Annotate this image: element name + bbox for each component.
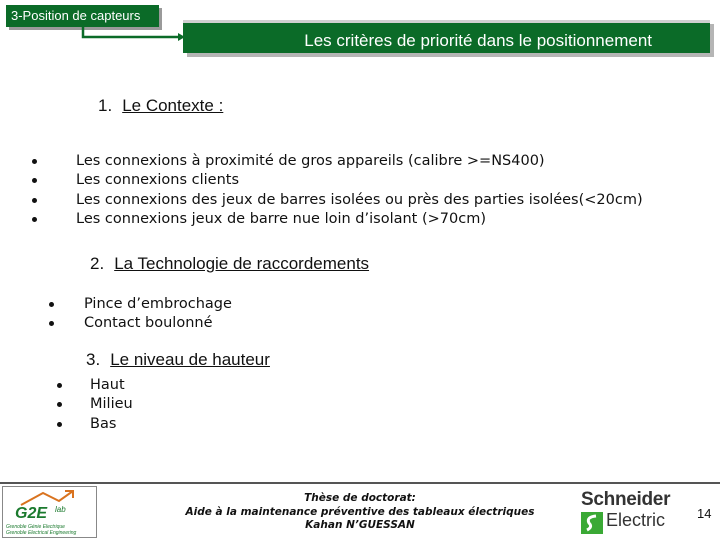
technology-list (84, 295, 232, 334)
list-item: Les connexions à proximité de gros appareils (calibre >=NS400) (76, 152, 643, 171)
bullet-icon (49, 321, 54, 326)
list-item: Contact boulonné (84, 314, 232, 333)
context-list (76, 152, 643, 229)
section-heading-2 (90, 254, 369, 274)
slide-title: Les critères de priorité dans le positionnement (183, 20, 710, 53)
footer-thesis-info (170, 492, 550, 533)
list-item: Bas (90, 415, 133, 434)
section-number: 1. (98, 96, 113, 115)
section-heading-text: Le niveau de hauteur (110, 350, 270, 369)
bullet-icon (49, 302, 54, 307)
list-item: Milieu (90, 395, 133, 414)
bullet-icon (57, 383, 62, 388)
connector-arrow (0, 0, 190, 50)
section-heading-3 (86, 350, 270, 370)
bullet-icon (57, 422, 62, 427)
section-number: 2. (90, 254, 105, 273)
footer-line-1: Thèse de doctorat: (304, 492, 416, 504)
footer-divider (0, 482, 720, 484)
footer-line-2: Aide à la maintenance préventive des tableaux électriques (185, 505, 535, 518)
list-item: Les connexions des jeux de barres isolées ou près des parties isolées(<20cm) (76, 191, 643, 210)
g2elab-logo: G2E lab Grenoble Génie Electrique Grenoble Electrical Engineering (2, 486, 97, 538)
section-heading-text: La Technologie de raccordements (114, 254, 370, 273)
schneider-mark-icon (581, 512, 603, 534)
list-item: Pince d’embrochage (84, 295, 232, 314)
bullet-icon (32, 159, 37, 164)
page-number: 14 (697, 506, 712, 521)
bullet-icon (57, 402, 62, 407)
section-number: 3. (86, 350, 101, 369)
bullet-icon (32, 198, 37, 203)
list-item: Les connexions jeux de barre nue loin d’isolant (>70cm) (76, 210, 643, 229)
bullet-icon (32, 178, 37, 183)
height-level-list (90, 376, 133, 434)
bullet-icon (32, 217, 37, 222)
section-heading-1 (98, 96, 223, 116)
section-heading-text: Le Contexte : (122, 96, 224, 115)
section-tag: 3-Position de capteurs (6, 5, 159, 27)
schneider-electric-logo: Schneider Electric (579, 488, 681, 538)
list-item: Haut (90, 376, 133, 395)
list-item: Les connexions clients (76, 171, 643, 190)
footer-line-3: Kahan N’GUESSAN (305, 519, 415, 531)
